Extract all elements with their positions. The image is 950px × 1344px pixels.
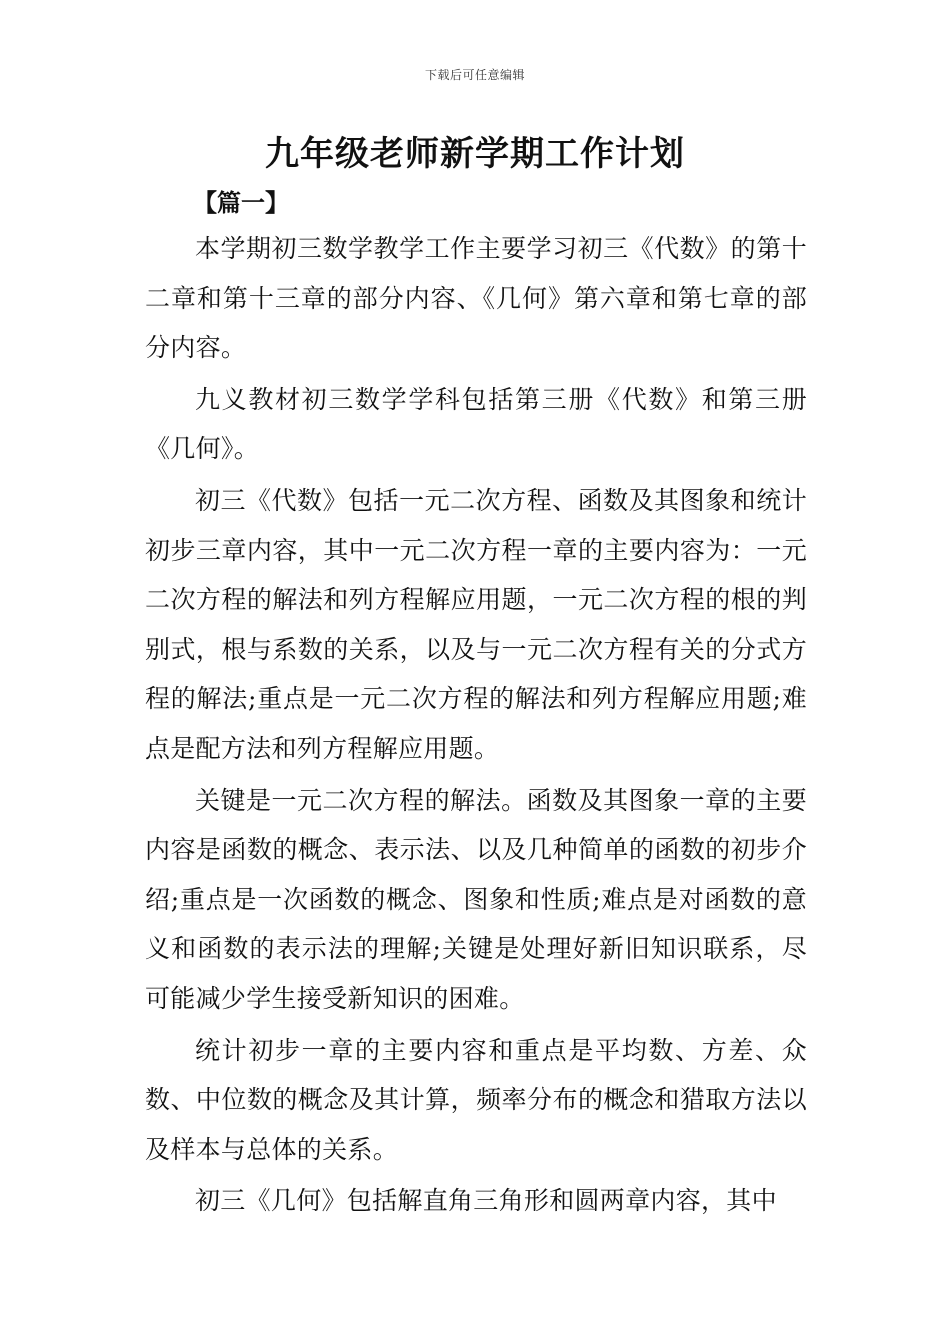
body-text bbox=[145, 224, 807, 1228]
header-note: 下载后可任意编辑 bbox=[424, 68, 525, 82]
paragraph: 初三《几何》包括解直角三角形和圆两章内容，其中 bbox=[195, 1186, 777, 1216]
paragraph: 关键是一元二次方程的解法。函数及其图象一章的主要内容是函数的概念、表示法、以及几种简单的函数的初步介绍;重点是一次函数的概念、图象和性质;难点是对函数的意义和函数的表示法的理解;关键是处理好新旧知识联系，尽可能减少学生接受新知识的困难。 bbox=[145, 785, 807, 1013]
paragraph: 本学期初三数学教学工作主要学习初三《代数》的第十二章和第十三章的部分内容、《几何》第六章和第七章的部分内容。 bbox=[145, 234, 807, 363]
section-label: 【篇一】 bbox=[193, 188, 289, 217]
paragraph: 九义教材初三数学学科包括第三册《代数》和第三册《几何》。 bbox=[145, 384, 807, 464]
document-title: 九年级老师新学期工作计划 bbox=[265, 134, 685, 174]
paragraph: 初三《代数》包括一元二次方程、函数及其图象和统计初步三章内容，其中一元二次方程一章的主要内容为：一元二次方程的解法和列方程解应用题，一元二次方程的根的判别式，根与系数的关系，以及与一元二次方程有关的分式方程的解法;重点是一元二次方程的解法和列方程解应用题;难点是配方法和列方程解应用题。 bbox=[145, 485, 807, 763]
paragraph: 统计初步一章的主要内容和重点是平均数、方差、众数、中位数的概念及其计算，频率分布的概念和猎取方法以及样本与总体的关系。 bbox=[145, 1035, 807, 1164]
